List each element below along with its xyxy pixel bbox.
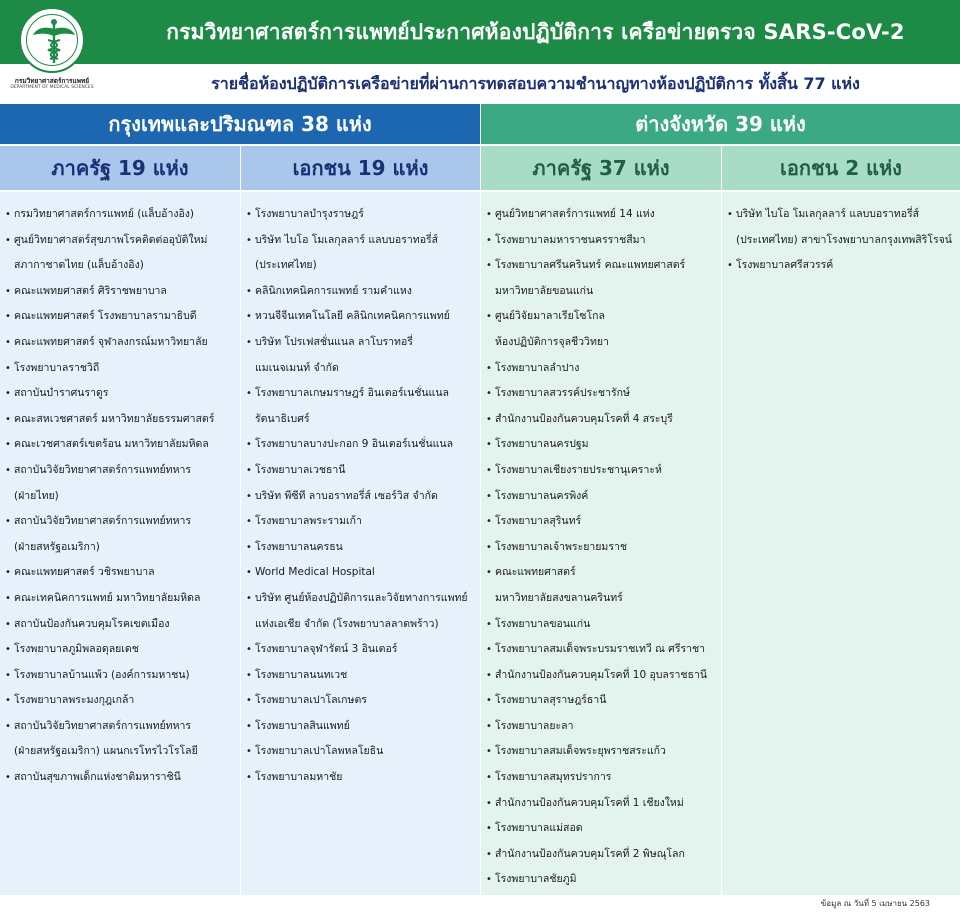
- list-item: • กรมวิทยาศาสตร์การแพทย์ (แล็บอ้างอิง): [0, 202, 240, 228]
- list-item: • หวนจีจีนเทคโนโลยี คลินิกเทคนิคการแพทย์: [241, 304, 480, 330]
- list-item: • โรงพยาบาลสมเด็จพระบรมราชเทวี ณ ศรีราชา: [481, 637, 721, 663]
- page-title: กรมวิทยาศาสตร์การแพทย์ประกาศห้องปฏิบัติการ เครือข่ายตรวจ SARS-CoV-2: [166, 20, 905, 44]
- list-item: • สถาบันป้องกันควบคุมโรคเขตเมือง: [0, 612, 240, 638]
- list-item: • โรงพยาบาลนครปฐม: [481, 432, 721, 458]
- list-item: • โรงพยาบาลบำรุงราษฎร์: [241, 202, 480, 228]
- list-item: • โรงพยาบาลเจ้าพระยายมราช: [481, 535, 721, 561]
- list-item: • โรงพยาบาลพระมงกุฎเกล้า: [0, 688, 240, 714]
- logo-english-name: DEPARTMENT OF MEDICAL SCIENCES: [10, 85, 94, 90]
- column-heading-bkk-private: เอกชน 19 แห่ง: [241, 146, 480, 190]
- list-item: • สถาบันสุขภาพเด็กแห่งชาติมหาราชินี: [0, 765, 240, 791]
- page-subtitle: รายชื่อห้องปฏิบัติการเครือข่ายที่ผ่านการทดสอบความชำนาญทางห้องปฏิบัติการ ทั้งสิ้น 77 แห่ง: [211, 74, 860, 93]
- lab-list: [722, 192, 960, 279]
- list-item: • คณะแพทยศาสตร์ โรงพยาบาลรามาธิบดี: [0, 304, 240, 330]
- list-item: • โรงพยาบาลชัยภูมิ: [481, 867, 721, 893]
- list-item: • World Medical Hospital: [241, 560, 480, 586]
- list-item: • สถาบันวิจัยวิทยาศาสตร์การแพทย์ทหาร (ฝ่ายสหรัฐอเมริกา) แผนกเรโทรไวโรโลยี: [0, 714, 240, 765]
- list-item: • โรงพยาบาลยะลา: [481, 714, 721, 740]
- header-bar: [0, 0, 960, 64]
- list-item: • โรงพยาบาลเชียงรายประชานุเคราะห์: [481, 458, 721, 484]
- list-item: • โรงพยาบาลเปาโลพหลโยธิน: [241, 739, 480, 765]
- column-bkk-private: [241, 192, 480, 895]
- region-provinces-banner: ต่างจังหวัด 39 แห่ง: [481, 104, 960, 144]
- list-item: • คณะเวชศาสตร์เขตร้อน มหาวิทยาลัยมหิดล: [0, 432, 240, 458]
- list-item: • โรงพยาบาลมหาชัย: [241, 765, 480, 791]
- list-item: • บริษัท พีซีที ลาบอราทอรี่ส์ เซอร์วิส จำกัด: [241, 484, 480, 510]
- list-item: • บริษัท ไบโอ โมเลกุลลาร์ แลบบอราทอรี่ส์ (ประเทศไทย): [241, 228, 480, 279]
- list-item: • สำนักงานป้องกันควบคุมโรคที่ 4 สระบุรี: [481, 407, 721, 433]
- list-item: • โรงพยาบาลสินแพทย์: [241, 714, 480, 740]
- column-heading-prov-public: ภาครัฐ 37 แห่ง: [481, 146, 721, 190]
- list-item: • สถาบันบำราศนราดูร: [0, 381, 240, 407]
- list-item: • โรงพยาบาลบ้านแพ้ว (องค์การมหาชน): [0, 663, 240, 689]
- list-item: • สำนักงานป้องกันควบคุมโรคที่ 2 พิษณุโลก: [481, 842, 721, 868]
- list-item: • โรงพยาบาลเปาโลเกษตร: [241, 688, 480, 714]
- lab-list: [481, 192, 721, 893]
- department-logo: [12, 7, 92, 91]
- list-item: • คณะเทคนิคการแพทย์ มหาวิทยาลัยมหิดล: [0, 586, 240, 612]
- list-item: • ศูนย์วิจัยมาลาเรียโซโกล ห้องปฏิบัติการจุลชีววิทยา: [481, 304, 721, 355]
- list-item: • โรงพยาบาลเวชธานี: [241, 458, 480, 484]
- list-item: • โรงพยาบาลแม่สอด: [481, 816, 721, 842]
- list-item: • โรงพยาบาลสุรินทร์: [481, 509, 721, 535]
- lab-list: [241, 192, 480, 791]
- logo-thai-name: กรมวิทยาศาสตร์การแพทย์: [14, 77, 90, 85]
- caduceus-seal-icon: [19, 7, 85, 73]
- list-item: • บริษัท โปรเฟสชั่นแนล ลาโบราทอรี่ แมเนจเมนท์ จำกัด: [241, 330, 480, 381]
- list-item: • โรงพยาบาลสมุทรปราการ: [481, 765, 721, 791]
- list-item: • คลินิกเทคนิคการแพทย์ รามคำแหง: [241, 279, 480, 305]
- column-prov-public: [481, 192, 721, 895]
- list-item: • สำนักงานป้องกันควบคุมโรคที่ 1 เชียงใหม่: [481, 791, 721, 817]
- column-heading-prov-private: เอกชน 2 แห่ง: [722, 146, 960, 190]
- list-item: • คณะสหเวชศาสตร์ มหาวิทยาลัยธรรมศาสตร์: [0, 407, 240, 433]
- list-item: • โรงพยาบาลสวรรค์ประชารักษ์: [481, 381, 721, 407]
- list-item: • โรงพยาบาลบางปะกอก 9 อินเตอร์เนชั่นแนล: [241, 432, 480, 458]
- data-date-footnote: ข้อมูล ณ วันที่ 5 เมษายน 2563: [820, 899, 930, 908]
- list-item: • บริษัท ไบโอ โมเลกุลลาร์ แลบบอราทอรี่ส์ (ประเทศไทย) สาขาโรงพยาบาลกรุงเทพสิริโรจน์: [722, 202, 960, 253]
- list-item: • โรงพยาบาลเกษมราษฎร์ อินเตอร์เนชั่นแนล รัตนาธิเบศร์: [241, 381, 480, 432]
- lab-list: [0, 192, 240, 791]
- list-item: • คณะแพทยศาสตร์ จุฬาลงกรณ์มหาวิทยาลัย: [0, 330, 240, 356]
- list-item: • โรงพยาบาลพระรามเก้า: [241, 509, 480, 535]
- list-item: • ศูนย์วิทยาศาสตร์การแพทย์ 14 แห่ง: [481, 202, 721, 228]
- list-item: • โรงพยาบาลนครธน: [241, 535, 480, 561]
- list-item: • โรงพยาบาลศรีสวรรค์: [722, 253, 960, 279]
- list-item: • โรงพยาบาลขอนแก่น: [481, 612, 721, 638]
- list-item: • โรงพยาบาลราชวิถี: [0, 356, 240, 382]
- list-item: • โรงพยาบาลสุราษฎร์ธานี: [481, 688, 721, 714]
- list-item: • โรงพยาบาลจุฬารัตน์ 3 อินเตอร์: [241, 637, 480, 663]
- list-item: • สถาบันวิจัยวิทยาศาสตร์การแพทย์ทหาร (ฝ่ายสหรัฐอเมริกา): [0, 509, 240, 560]
- list-item: • โรงพยาบาลสมเด็จพระยุพราชสระแก้ว: [481, 739, 721, 765]
- list-item: • โรงพยาบาลภูมิพลอดุลยเดช: [0, 637, 240, 663]
- list-item: • โรงพยาบาลมหาราชนครราชสีมา: [481, 228, 721, 254]
- list-item: • โรงพยาบาลนครพิงค์: [481, 484, 721, 510]
- region-bangkok-banner: กรุงเทพและปริมณฑล 38 แห่ง: [0, 104, 480, 144]
- list-item: • คณะแพทยศาสตร์ ศิริราชพยาบาล: [0, 279, 240, 305]
- list-item: • โรงพยาบาลนนทเวช: [241, 663, 480, 689]
- list-item: • ศูนย์วิทยาศาสตร์สุขภาพโรคติดต่ออุบัติใหม่ สภากาชาดไทย (แล็บอ้างอิง): [0, 228, 240, 279]
- column-bkk-public: [0, 192, 240, 895]
- list-item: • โรงพยาบาลศรีนครินทร์ คณะแพทยศาสตร์ มหาวิทยาลัยขอนแก่น: [481, 253, 721, 304]
- list-item: • บริษัท ศูนย์ห้องปฏิบัติการและวิจัยทางการแพทย์ แห่งเอเชีย จำกัด (โรงพยาบาลลาดพร้าว): [241, 586, 480, 637]
- list-item: • คณะแพทยศาสตร์ วชิรพยาบาล: [0, 560, 240, 586]
- list-item: • โรงพยาบาลลำปาง: [481, 356, 721, 382]
- column-prov-private: [722, 192, 960, 895]
- column-heading-bkk-public: ภาครัฐ 19 แห่ง: [0, 146, 240, 190]
- list-item: • สำนักงานป้องกันควบคุมโรคที่ 10 อุบลราชธานี: [481, 663, 721, 689]
- list-item: • คณะแพทยศาสตร์ มหาวิทยาลัยสงขลานครินทร์: [481, 560, 721, 611]
- list-item: • สถาบันวิจัยวิทยาศาสตร์การแพทย์ทหาร (ฝ่ายไทย): [0, 458, 240, 509]
